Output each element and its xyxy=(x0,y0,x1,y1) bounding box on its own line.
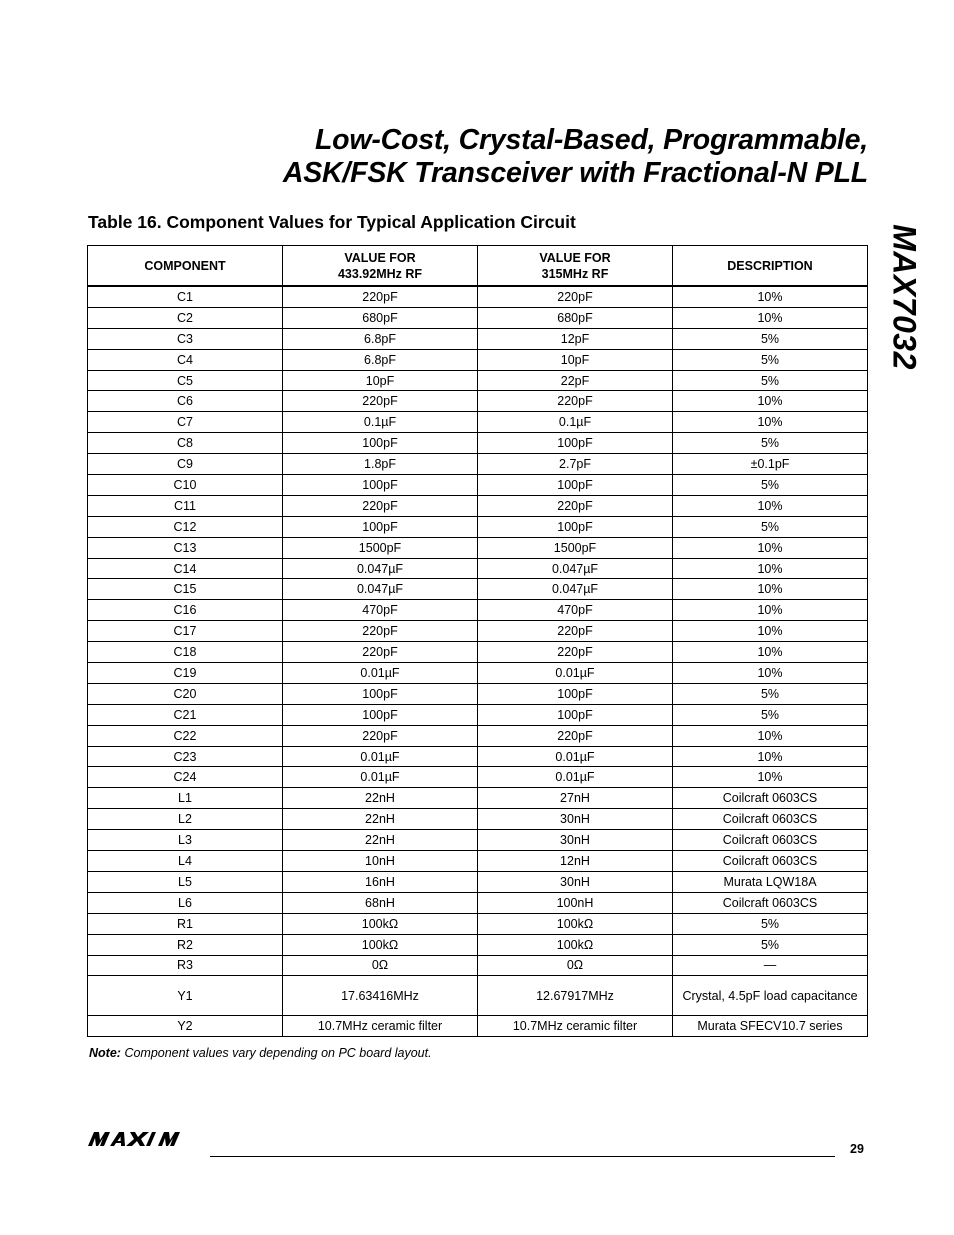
cell-component: R2 xyxy=(88,934,283,955)
table-row xyxy=(88,516,868,537)
cell-value-433: 10nH xyxy=(283,851,478,872)
cell-description: 10% xyxy=(673,412,868,433)
table-row xyxy=(88,475,868,496)
cell-component: L5 xyxy=(88,871,283,892)
cell-component: C19 xyxy=(88,663,283,684)
cell-description: 5% xyxy=(673,328,868,349)
cell-description: — xyxy=(673,955,868,976)
cell-value-315: 1500pF xyxy=(478,537,673,558)
cell-value-433: 22nH xyxy=(283,830,478,851)
cell-value-433: 100kΩ xyxy=(283,934,478,955)
page-number: 29 xyxy=(850,1142,864,1156)
cell-value-433: 1.8pF xyxy=(283,454,478,475)
cell-description: 10% xyxy=(673,642,868,663)
cell-value-315: 0.047µF xyxy=(478,579,673,600)
cell-component: C11 xyxy=(88,495,283,516)
cell-component: C13 xyxy=(88,537,283,558)
cell-value-433: 220pF xyxy=(283,495,478,516)
table-row xyxy=(88,558,868,579)
cell-value-433: 10.7MHz ceramic filter xyxy=(283,1016,478,1037)
header-value-433-line-1: VALUE FOR xyxy=(344,250,416,265)
cell-component: L4 xyxy=(88,851,283,872)
cell-value-433: 22nH xyxy=(283,788,478,809)
cell-component: L3 xyxy=(88,830,283,851)
header-component: COMPONENT xyxy=(88,246,283,287)
cell-description: Coilcraft 0603CS xyxy=(673,830,868,851)
cell-description: Murata LQW18A xyxy=(673,871,868,892)
footer-rule xyxy=(210,1156,835,1157)
part-number-label: MAX7032 xyxy=(886,224,923,370)
cell-description: 10% xyxy=(673,558,868,579)
cell-value-315: 0.047µF xyxy=(478,558,673,579)
header-description: DESCRIPTION xyxy=(673,246,868,287)
cell-description: 5% xyxy=(673,516,868,537)
cell-description: Coilcraft 0603CS xyxy=(673,851,868,872)
cell-description: Murata SFECV10.7 series xyxy=(673,1016,868,1037)
cell-description: 5% xyxy=(673,433,868,454)
table-row xyxy=(88,767,868,788)
cell-description: 10% xyxy=(673,495,868,516)
cell-value-433: 0.01µF xyxy=(283,746,478,767)
cell-value-315: 12.67917MHz xyxy=(478,976,673,1016)
cell-description: Coilcraft 0603CS xyxy=(673,892,868,913)
cell-value-433: 220pF xyxy=(283,642,478,663)
cell-component: C12 xyxy=(88,516,283,537)
cell-description: 10% xyxy=(673,725,868,746)
table-row xyxy=(88,454,868,475)
cell-value-433: 0.047µF xyxy=(283,579,478,600)
cell-description: Crystal, 4.5pF load capacitance xyxy=(673,976,868,1016)
cell-component: C9 xyxy=(88,454,283,475)
cell-component: C3 xyxy=(88,328,283,349)
table-row xyxy=(88,349,868,370)
cell-value-315: 100pF xyxy=(478,683,673,704)
cell-value-433: 0.047µF xyxy=(283,558,478,579)
cell-component: C18 xyxy=(88,642,283,663)
table-row xyxy=(88,433,868,454)
cell-value-315: 30nH xyxy=(478,871,673,892)
cell-value-315: 10pF xyxy=(478,349,673,370)
table-row xyxy=(88,642,868,663)
cell-component: C5 xyxy=(88,370,283,391)
cell-value-315: 220pF xyxy=(478,495,673,516)
cell-value-315: 220pF xyxy=(478,642,673,663)
cell-value-315: 0.01µF xyxy=(478,746,673,767)
cell-component: C4 xyxy=(88,349,283,370)
cell-value-433: 10pF xyxy=(283,370,478,391)
cell-component: R3 xyxy=(88,955,283,976)
cell-description: 10% xyxy=(673,537,868,558)
table-row xyxy=(88,746,868,767)
cell-value-433: 100pF xyxy=(283,704,478,725)
cell-value-315: 220pF xyxy=(478,391,673,412)
cell-value-315: 100kΩ xyxy=(478,934,673,955)
cell-component: R1 xyxy=(88,913,283,934)
cell-component: Y2 xyxy=(88,1016,283,1037)
table-row xyxy=(88,788,868,809)
cell-value-433: 100pF xyxy=(283,516,478,537)
cell-value-433: 0.01µF xyxy=(283,767,478,788)
cell-value-433: 22nH xyxy=(283,809,478,830)
cell-description: 5% xyxy=(673,934,868,955)
table-row xyxy=(88,286,868,307)
cell-value-433: 220pF xyxy=(283,391,478,412)
cell-value-315: 10.7MHz ceramic filter xyxy=(478,1016,673,1037)
header-value-433-line-2: 433.92MHz RF xyxy=(337,266,423,281)
cell-value-315: 100pF xyxy=(478,433,673,454)
cell-description: 10% xyxy=(673,286,868,307)
table-row xyxy=(88,809,868,830)
cell-component: Y1 xyxy=(88,976,283,1016)
cell-value-315: 220pF xyxy=(478,725,673,746)
cell-value-315: 100pF xyxy=(478,475,673,496)
table-row xyxy=(88,871,868,892)
cell-value-315: 2.7pF xyxy=(478,454,673,475)
cell-description: 10% xyxy=(673,621,868,642)
cell-value-315: 0.01µF xyxy=(478,767,673,788)
cell-value-433: 17.63416MHz xyxy=(283,976,478,1016)
table-row xyxy=(88,976,868,1016)
cell-component: C20 xyxy=(88,683,283,704)
table-row xyxy=(88,391,868,412)
cell-value-433: 0.01µF xyxy=(283,663,478,684)
cell-component: C21 xyxy=(88,704,283,725)
table-row xyxy=(88,851,868,872)
cell-component: C24 xyxy=(88,767,283,788)
cell-component: L1 xyxy=(88,788,283,809)
table-row xyxy=(88,537,868,558)
table-body xyxy=(88,286,868,1037)
cell-value-315: 12pF xyxy=(478,328,673,349)
cell-component: C10 xyxy=(88,475,283,496)
table-row xyxy=(88,934,868,955)
table-header-row xyxy=(88,246,868,287)
cell-component: L2 xyxy=(88,809,283,830)
cell-value-315: 12nH xyxy=(478,851,673,872)
cell-component: C1 xyxy=(88,286,283,307)
cell-value-433: 100pF xyxy=(283,433,478,454)
header-value-315-line-2: 315MHz RF xyxy=(541,266,609,281)
table-row xyxy=(88,621,868,642)
table-note xyxy=(89,1046,432,1060)
table-row xyxy=(88,307,868,328)
cell-value-433: 100pF xyxy=(283,683,478,704)
cell-description: 5% xyxy=(673,913,868,934)
cell-value-315: 0.01µF xyxy=(478,663,673,684)
table-row xyxy=(88,412,868,433)
cell-value-433: 6.8pF xyxy=(283,349,478,370)
maxim-logo-icon xyxy=(88,1131,200,1147)
cell-description: 10% xyxy=(673,746,868,767)
cell-value-433: 100pF xyxy=(283,475,478,496)
cell-value-315: 0Ω xyxy=(478,955,673,976)
cell-value-433: 6.8pF xyxy=(283,328,478,349)
cell-description: 10% xyxy=(673,663,868,684)
cell-value-315: 470pF xyxy=(478,600,673,621)
cell-value-433: 68nH xyxy=(283,892,478,913)
cell-value-315: 100pF xyxy=(478,704,673,725)
header-value-315 xyxy=(478,246,673,287)
cell-component: C17 xyxy=(88,621,283,642)
table-row xyxy=(88,683,868,704)
table-row xyxy=(88,955,868,976)
cell-description: 10% xyxy=(673,600,868,621)
cell-description: 5% xyxy=(673,349,868,370)
table-title: Table 16. Component Values for Typical Application Circuit xyxy=(88,212,576,232)
table-row xyxy=(88,370,868,391)
cell-value-433: 1500pF xyxy=(283,537,478,558)
cell-value-315: 100kΩ xyxy=(478,913,673,934)
cell-value-315: 100nH xyxy=(478,892,673,913)
table-row xyxy=(88,892,868,913)
component-values-table xyxy=(87,245,868,1037)
table-row xyxy=(88,600,868,621)
cell-description: 5% xyxy=(673,704,868,725)
cell-value-433: 470pF xyxy=(283,600,478,621)
cell-component: L6 xyxy=(88,892,283,913)
cell-description: 10% xyxy=(673,579,868,600)
cell-description: 5% xyxy=(673,683,868,704)
cell-component: C14 xyxy=(88,558,283,579)
cell-description: 10% xyxy=(673,767,868,788)
cell-component: C6 xyxy=(88,391,283,412)
cell-value-433: 220pF xyxy=(283,725,478,746)
cell-component: C2 xyxy=(88,307,283,328)
table-row xyxy=(88,579,868,600)
cell-description: ±0.1pF xyxy=(673,454,868,475)
cell-value-433: 0Ω xyxy=(283,955,478,976)
table-row xyxy=(88,328,868,349)
table-row xyxy=(88,495,868,516)
cell-value-315: 27nH xyxy=(478,788,673,809)
cell-value-315: 100pF xyxy=(478,516,673,537)
cell-value-433: 220pF xyxy=(283,621,478,642)
table-row xyxy=(88,1016,868,1037)
maxim-logo xyxy=(88,1131,200,1152)
cell-value-433: 0.1µF xyxy=(283,412,478,433)
cell-component: C15 xyxy=(88,579,283,600)
cell-component: C8 xyxy=(88,433,283,454)
cell-description: 10% xyxy=(673,391,868,412)
cell-value-315: 30nH xyxy=(478,809,673,830)
side-part-number xyxy=(884,212,924,382)
cell-description: Coilcraft 0603CS xyxy=(673,809,868,830)
cell-value-433: 16nH xyxy=(283,871,478,892)
cell-value-315: 220pF xyxy=(478,286,673,307)
document-title xyxy=(48,124,868,190)
table-row xyxy=(88,704,868,725)
cell-description: Coilcraft 0603CS xyxy=(673,788,868,809)
cell-value-433: 220pF xyxy=(283,286,478,307)
cell-component: C22 xyxy=(88,725,283,746)
note-text: Component values vary depending on PC board layout. xyxy=(124,1046,432,1060)
cell-value-433: 100kΩ xyxy=(283,913,478,934)
table-row xyxy=(88,725,868,746)
header-value-433 xyxy=(283,246,478,287)
cell-value-315: 30nH xyxy=(478,830,673,851)
cell-component: C23 xyxy=(88,746,283,767)
cell-value-433: 680pF xyxy=(283,307,478,328)
cell-description: 10% xyxy=(673,307,868,328)
cell-value-315: 0.1µF xyxy=(478,412,673,433)
document-title-line-1: Low-Cost, Crystal-Based, Programmable, xyxy=(314,124,868,156)
table-row xyxy=(88,830,868,851)
cell-value-315: 220pF xyxy=(478,621,673,642)
note-label: Note: xyxy=(89,1046,121,1060)
cell-description: 5% xyxy=(673,475,868,496)
header-value-315-line-1: VALUE FOR xyxy=(539,250,611,265)
cell-description: 5% xyxy=(673,370,868,391)
cell-value-315: 22pF xyxy=(478,370,673,391)
document-title-line-2: ASK/FSK Transceiver with Fractional-N PLL xyxy=(282,157,868,189)
table-row xyxy=(88,913,868,934)
table-row xyxy=(88,663,868,684)
cell-component: C16 xyxy=(88,600,283,621)
cell-component: C7 xyxy=(88,412,283,433)
cell-value-315: 680pF xyxy=(478,307,673,328)
